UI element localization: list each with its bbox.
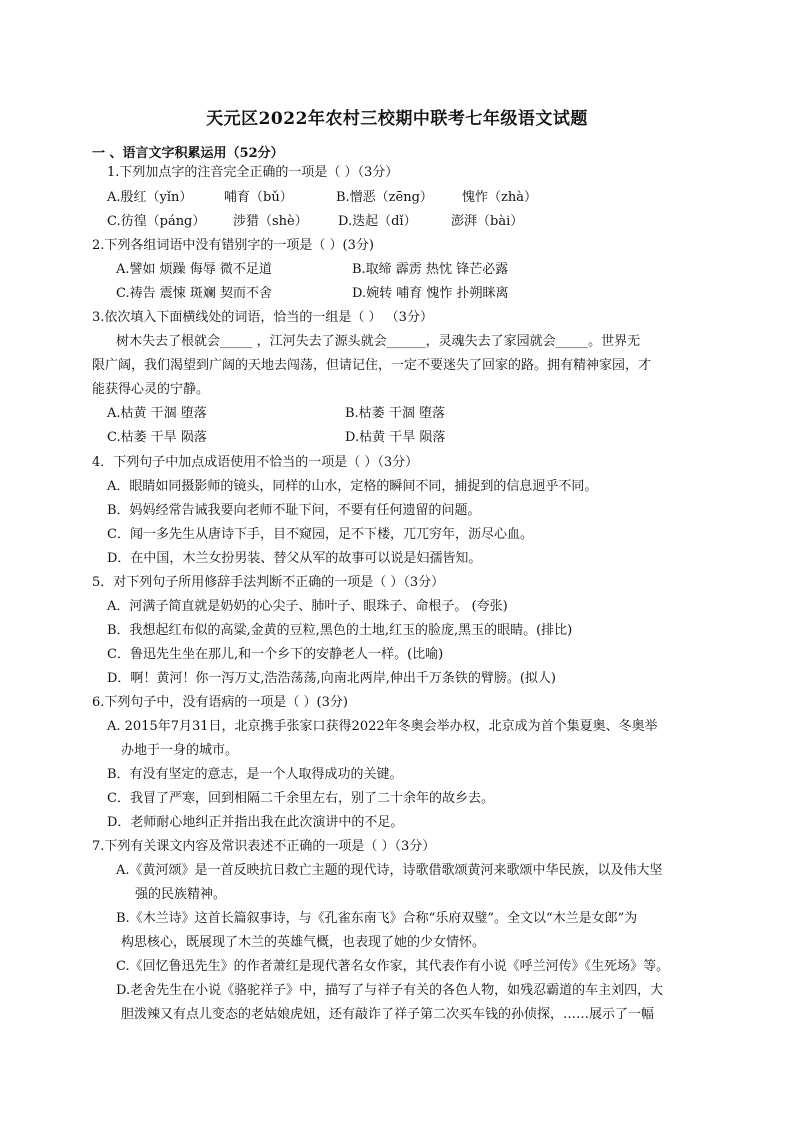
q2-option-a: A.譬如 烦躁 侮辱 微不足道 <box>116 262 272 277</box>
question-6-stem: 6.下列句子中，没有语病的一项是（ ）(3分) <box>92 695 348 710</box>
q7-option-c: C.《回忆鲁迅先生》的作者萧红是现代著名女作家，其代表作有小说《呼兰河传》《生死场》等。 <box>116 959 670 974</box>
q7-option-d-line-2: 胆泼辣又有点儿变态的老姑娘虎妞，还有敲诈了祥子第二次买车钱的孙侦探，……展示了一幅 <box>121 1007 655 1022</box>
q6-option-a-line-1: A. 2015年7月31日，北京携手张家口获得2022年冬奥会举办权，北京成为首个集夏奥、冬奥举 <box>107 719 658 734</box>
q3-passage-line-2: 限广阔，我们渴望到广阔的天地去闯荡，但请记住，一定不要迷失了回家的路。拥有精神家园，才 <box>92 358 652 373</box>
q1-option-c1: C.彷徨（páng） <box>107 214 206 229</box>
question-2-stem: 2.下列各组词语中没有错别字的一项是（ ）(3分) <box>92 238 374 253</box>
q4-option-a: A．眼睛如同摄影师的镜头，同样的山水，定格的瞬间不同，捕捉到的信息迥乎不同。 <box>107 479 598 494</box>
q3-option-a: A.枯黄 干涸 堕落 <box>107 406 207 421</box>
q7-option-a-line-2: 强的民族精神。 <box>135 887 227 902</box>
q1-option-d2: 澎湃（bài） <box>451 214 524 229</box>
q2-option-c: C.祷告 震悚 斑斓 契而不舍 <box>116 286 273 301</box>
q2-option-b: B.取缔 霹雳 热忱 锋芒必露 <box>352 262 509 277</box>
question-4-stem: 4．下列句子中加点成语使用不恰当的一项是（ ）（3分） <box>92 455 419 470</box>
section-heading: 一 、语言文字积累运用（52分） <box>92 146 284 161</box>
q2-option-d: D.婉转 哺育 愧怍 扑朔眯离 <box>352 286 509 301</box>
q7-option-b-line-1: B.《木兰诗》这首长篇叙事诗，与《孔雀东南飞》合称“乐府双璧”。全文以“木兰是女郎”为 <box>116 911 638 926</box>
question-7-stem: 7.下列有关课文内容及常识表述不正确的一项是（ ）（3分） <box>92 839 436 854</box>
q7-option-b-line-2: 构思核心，既展现了木兰的英雄气概，也表现了她的少女情怀。 <box>121 935 486 950</box>
q1-option-b1: B.憎恶（zēng） <box>336 190 433 205</box>
q3-option-b: B.枯萎 干涸 堕落 <box>345 406 445 421</box>
q1-option-a1: A.殷红（yǐn） <box>107 190 193 205</box>
page-title: 天元区2022年农村三校期中联考七年级语文试题 <box>206 109 588 129</box>
q4-option-b: B．妈妈经常告诫我要向老师不耻下问，不要有任何遗留的问题。 <box>107 503 481 518</box>
q3-passage-line-1: 树木失去了根就会_____ ，江河失去了源头就会______，灵魂失去了家园就会_____。世界无 <box>116 334 641 349</box>
q5-option-c: C．鲁迅先生坐在那儿,和一个乡下的安静老人一样。(比喻) <box>107 647 444 662</box>
q4-option-d: D．在中国，木兰女扮男装、替父从军的故事可以说是妇孺皆知。 <box>107 551 482 566</box>
q3-option-c: C.枯萎 干旱 陨落 <box>107 430 207 445</box>
q6-option-a-line-2: 办地于一身的城市。 <box>121 743 239 758</box>
q5-option-b: B．我想起红布似的高粱,金黄的豆粒,黑色的土地,红玉的脸庞,黑玉的眼睛。(排比) <box>107 623 573 638</box>
question-3-stem: 3.依次填入下面横线处的词语，恰当的一组是（ ） （3分） <box>92 310 433 325</box>
q3-option-d: D.枯黄 干旱 陨落 <box>345 430 446 445</box>
q1-option-a2: 哺育（bǔ） <box>224 190 293 205</box>
q5-option-a: A．河满子简直就是奶奶的心尖子、肺叶子、眼珠子、命根子。 (夸张) <box>107 599 508 614</box>
q6-option-c: C．我冒了严寒，回到相隔二千余里左右，别了二十余年的故乡去。 <box>107 791 494 806</box>
q4-option-c: C．闻一多先生从唐诗下手，目不窥园，足不下楼，兀兀穷年，沥尽心血。 <box>107 527 533 542</box>
question-1-stem: 1.下列加点字的注音完全正确的一项是（ ）（3分） <box>107 165 399 180</box>
question-5-stem: 5．对下列句子所用修辞手法判断不正确的一项是（ ）（3分） <box>92 575 445 590</box>
q7-option-a-line-1: A.《黄河颂》是一首反映抗日救亡主题的现代诗，诗歌借歌颂黄河来歌颂中华民族，以及伟大坚 <box>116 863 663 878</box>
q7-option-d-line-1: D.老舍先生在小说《骆驼祥子》中，描写了与祥子有关的各色人物，如残忍霸道的车主刘四，大 <box>116 983 664 998</box>
q3-passage-line-3: 能获得心灵的宁静。 <box>92 382 210 397</box>
q6-option-b: B．有没有坚定的意志，是一个人取得成功的关键。 <box>107 767 403 782</box>
q5-option-d: D．啊！黄河！你一泻万丈,浩浩荡荡,向南北两岸,伸出千万条铁的臂膀。(拟人) <box>107 671 556 686</box>
q1-option-c2: 涉猎（shè） <box>233 214 308 229</box>
q1-option-d1: D.迭起（dǐ） <box>338 214 417 229</box>
q6-option-d: D．老师耐心地纠正并指出我在此次演讲中的不足。 <box>107 815 404 830</box>
q1-option-b2: 愧怍（zhà） <box>462 190 537 205</box>
